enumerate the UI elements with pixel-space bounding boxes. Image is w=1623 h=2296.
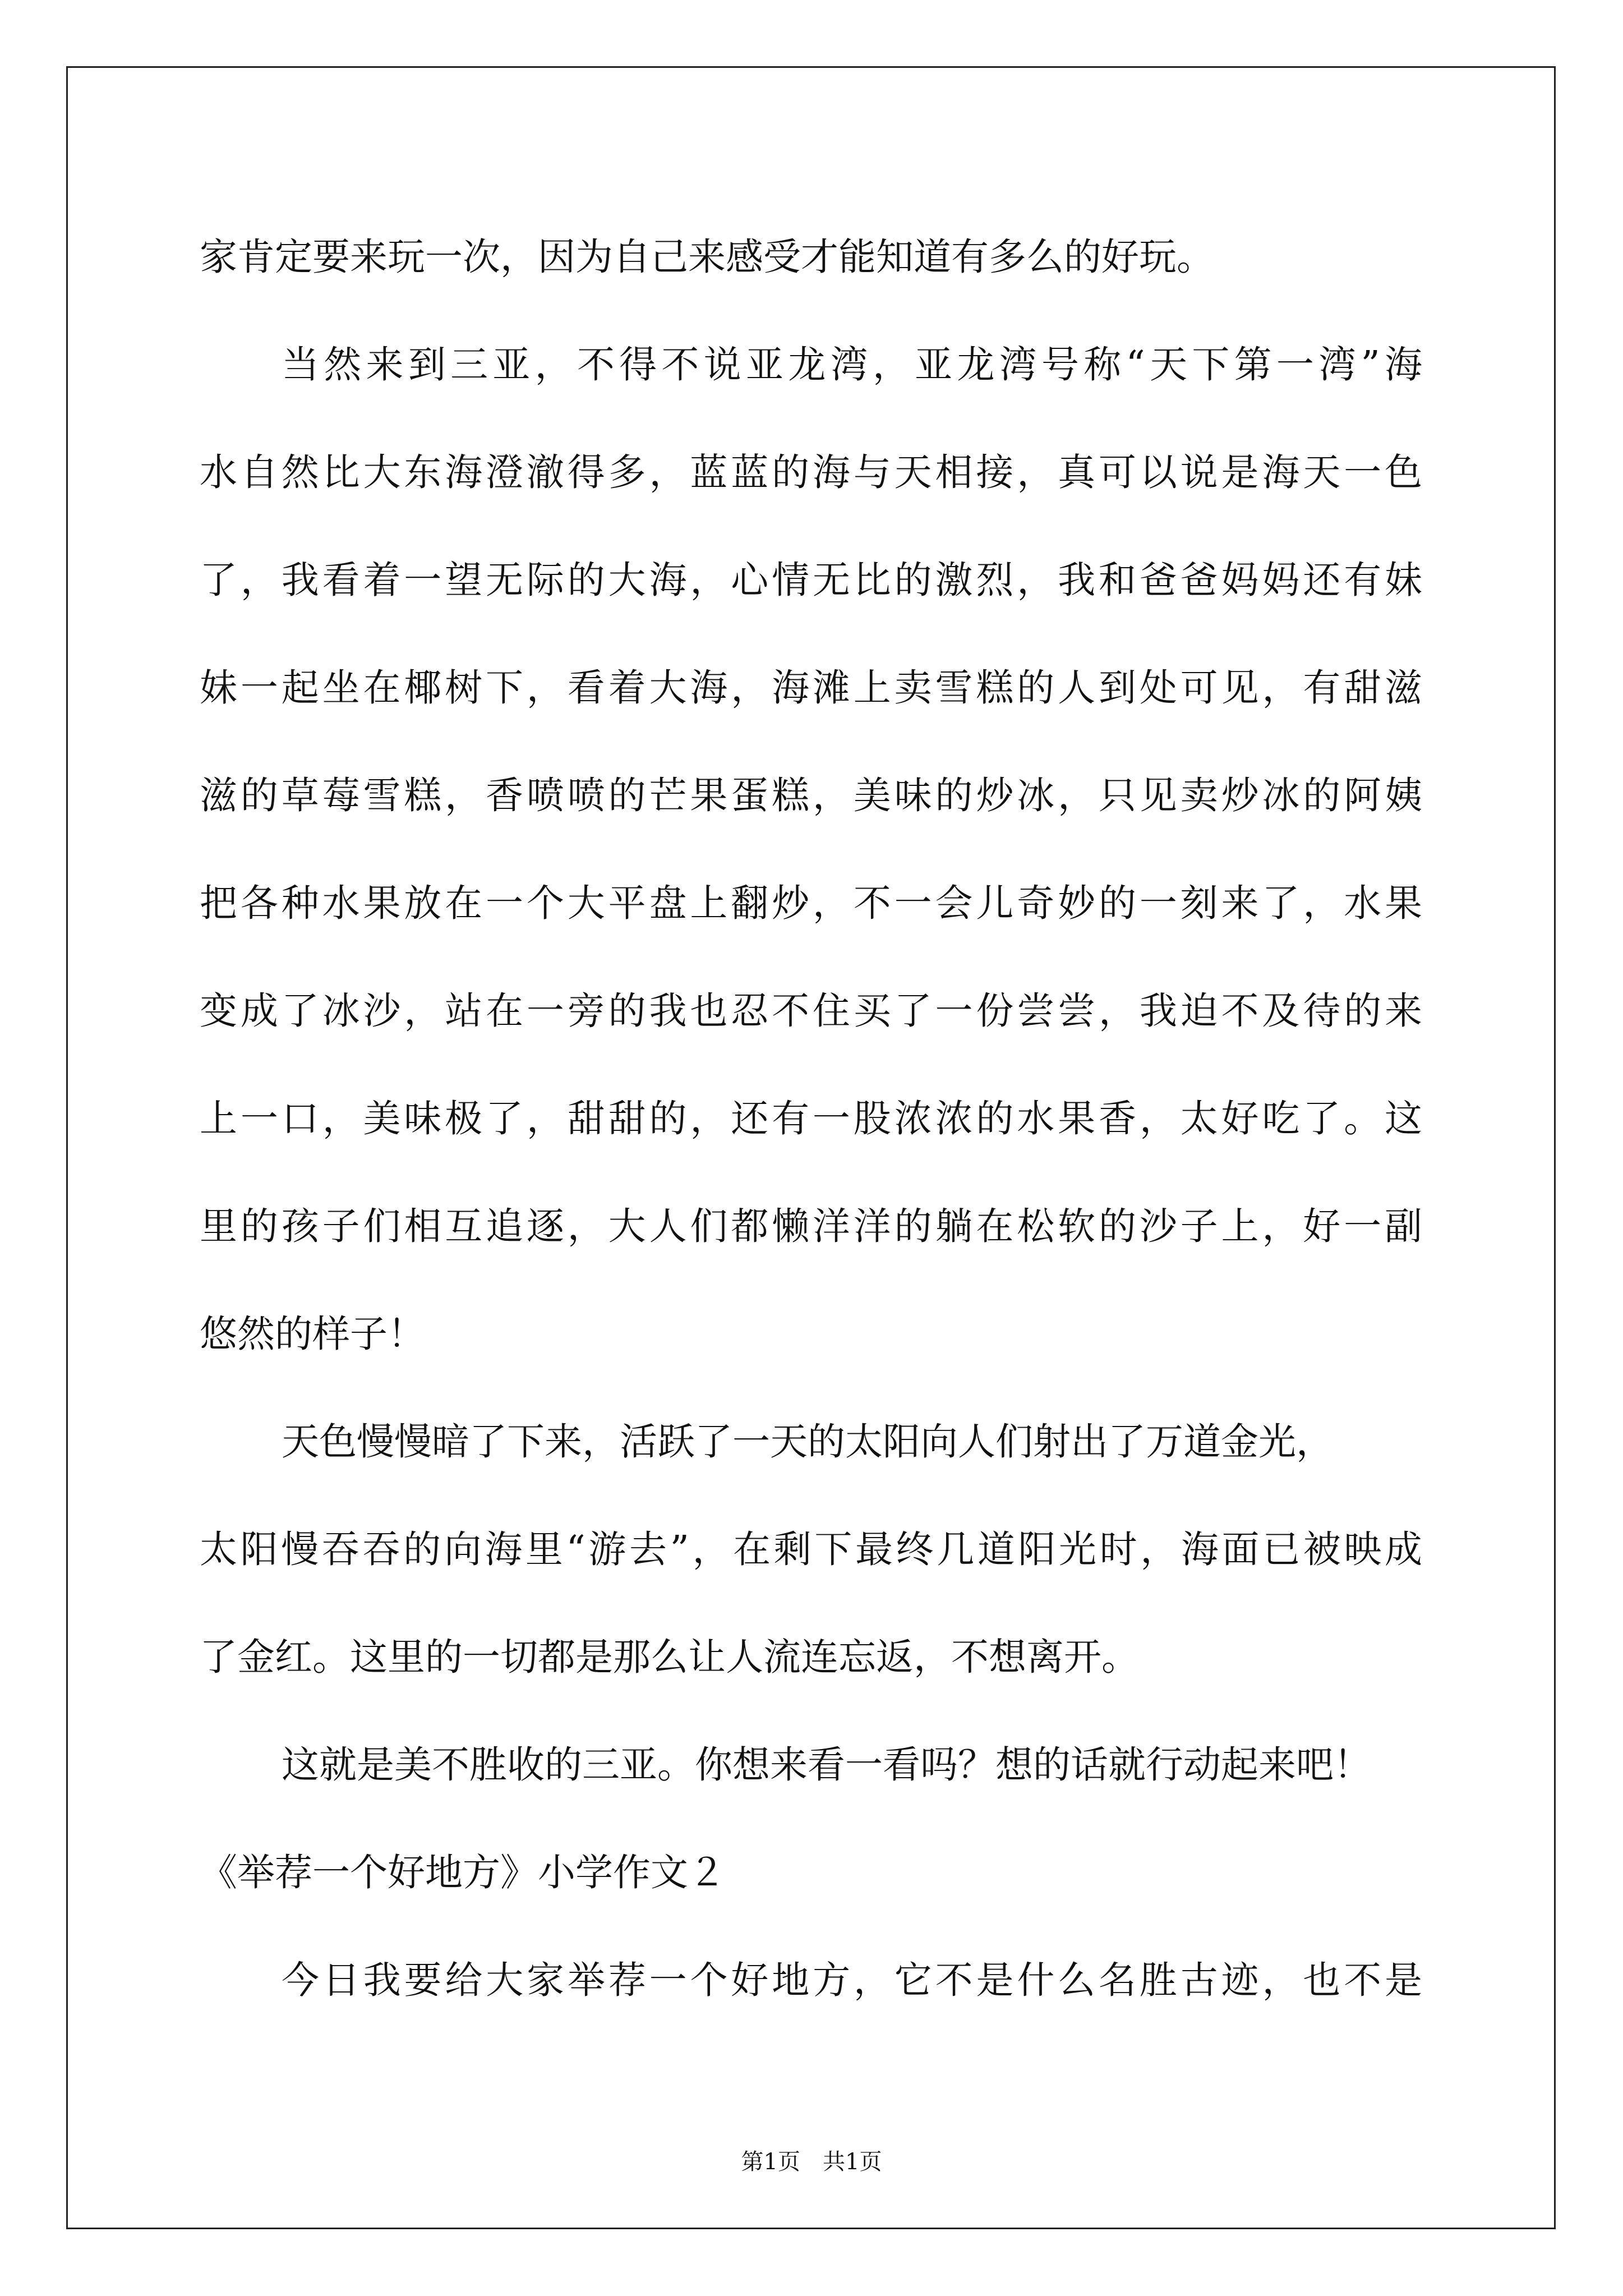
section-heading: 《举荐一个好地方》小学作文２: [200, 1851, 726, 1894]
paragraph-line: 悠然的样子！: [200, 1312, 425, 1356]
paragraph-line: 妹一起坐在椰树下，看着大海，海滩上卖雪糕的人到处可见，有甜滋: [200, 666, 1422, 710]
paragraph-line: 上一口，美味极了，甜甜的，还有一股浓浓的水果香，太好吃了。这: [200, 1097, 1422, 1140]
paragraph-line: 天色慢慢暗了下来，活跃了一天的太阳向人们射出了万道金光，: [282, 1420, 1334, 1464]
paragraph-line: 变成了冰沙，站在一旁的我也忍不住买了一份尝尝，我迫不及待的来: [200, 989, 1422, 1033]
paragraph-line: 今日我要给大家举荐一个好地方，它不是什么名胜古迹，也不是: [282, 1958, 1422, 2002]
paragraph-line: 了，我看着一望无际的大海，心情无比的激烈，我和爸爸妈妈还有妹: [200, 558, 1422, 602]
page-footer: 第1页 共1页: [741, 2149, 882, 2175]
paragraph-line: 太阳慢吞吞的向海里“游去”，在剩下最终几道阳光时，海面已被映成: [200, 1527, 1422, 1571]
paragraph-line: 把各种水果放在一个大平盘上翻炒，不一会儿奇妙的一刻来了，水果: [200, 881, 1422, 925]
paragraph-line: 水自然比大东海澄澈得多，蓝蓝的海与天相接，真可以说是海天一色: [200, 450, 1422, 494]
paragraph-line: 当然来到三亚，不得不说亚龙湾，亚龙湾号称“天下第一湾”海: [282, 343, 1422, 386]
paragraph-line: 里的孩子们相互追逐，大人们都懒洋洋的躺在松软的沙子上，好一副: [200, 1204, 1422, 1248]
paragraph-line: 滋的草莓雪糕，香喷喷的芒果蛋糕，美味的炒冰，只见卖炒冰的阿姨: [200, 774, 1422, 817]
paragraph-line: 这就是美不胜收的三亚。你想来看一看吗？想的话就行动起来吧！: [282, 1743, 1371, 1787]
document-body: [200, 203, 1422, 2034]
paragraph-line: 家肯定要来玩一次，因为自己来感受才能知道有多么的好玩。: [200, 235, 1214, 279]
paragraph-line: 了金红。这里的一切都是那么让人流连忘返，不想离开。: [200, 1635, 1139, 1679]
